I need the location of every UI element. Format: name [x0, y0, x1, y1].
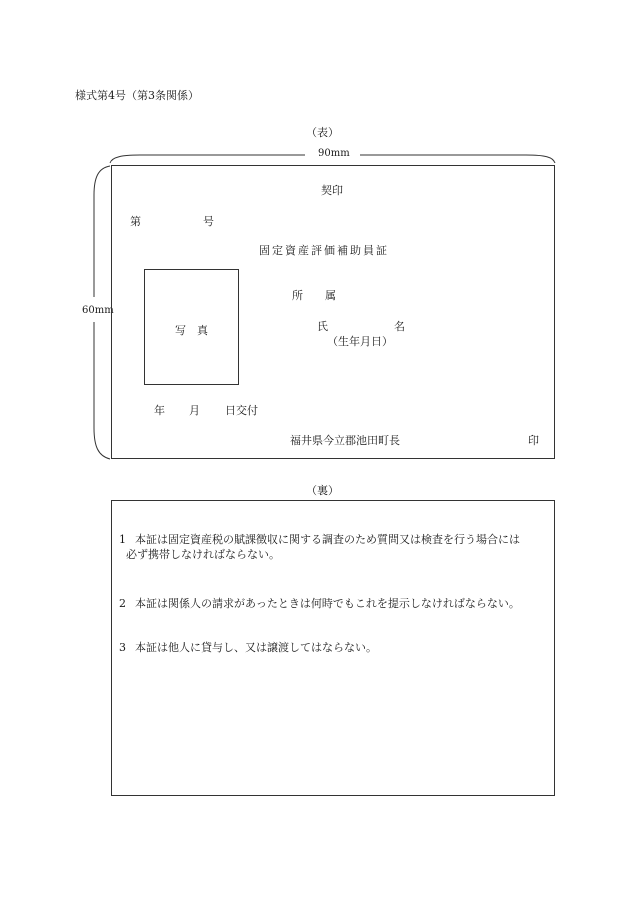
birthdate-label: （生年月日） — [327, 335, 393, 348]
width-dimension-line-right — [360, 155, 555, 163]
card-title: 固定資産評価補助員証 — [259, 244, 389, 257]
note-number: 1 — [119, 533, 126, 546]
issue-day-label: 日交付 — [225, 404, 258, 417]
card-front — [111, 165, 555, 459]
number-prefix: 第 — [130, 215, 141, 228]
issuer-label: 福井県今立郡池田町長 — [290, 434, 400, 447]
issue-year-label: 年 — [154, 404, 165, 417]
card-back — [111, 500, 555, 796]
form-header: 様式第4号（第3条関係） — [75, 89, 199, 102]
photo-label: 写 真 — [175, 324, 208, 337]
number-suffix: 号 — [203, 215, 214, 228]
note-item — [119, 640, 377, 655]
note-item — [119, 596, 520, 611]
note-text: 本証は関係人の請求があったときは何時でもこれを提示しなければならない。 — [135, 597, 520, 610]
seal-label: 契印 — [321, 184, 343, 197]
height-dimension-label: 60mm — [82, 305, 114, 316]
front-side-label: （表） — [306, 126, 339, 139]
width-dimension-label: 90mm — [318, 148, 350, 159]
back-side-label: （裏） — [306, 484, 339, 497]
photo-box — [144, 269, 239, 385]
height-dimension-line-bottom — [94, 322, 110, 459]
height-dimension-line-top — [94, 166, 110, 297]
name-label: 氏 名 — [317, 320, 405, 333]
affiliation-label: 所 属 — [292, 289, 336, 302]
note-text: 本証は他人に貸与し、又は譲渡してはならない。 — [135, 641, 377, 654]
note-text-continued: 必ず携帯しなければならない。 — [126, 548, 280, 561]
width-dimension-line-left — [110, 155, 305, 163]
issue-month-label: 月 — [189, 404, 200, 417]
note-item — [119, 532, 520, 562]
stamp-label: 印 — [528, 434, 539, 447]
note-number: 2 — [119, 597, 126, 610]
note-number: 3 — [119, 641, 126, 654]
note-text: 本証は固定資産税の賦課徴収に関する調査のため質問又は検査を行う場合には — [135, 533, 520, 546]
